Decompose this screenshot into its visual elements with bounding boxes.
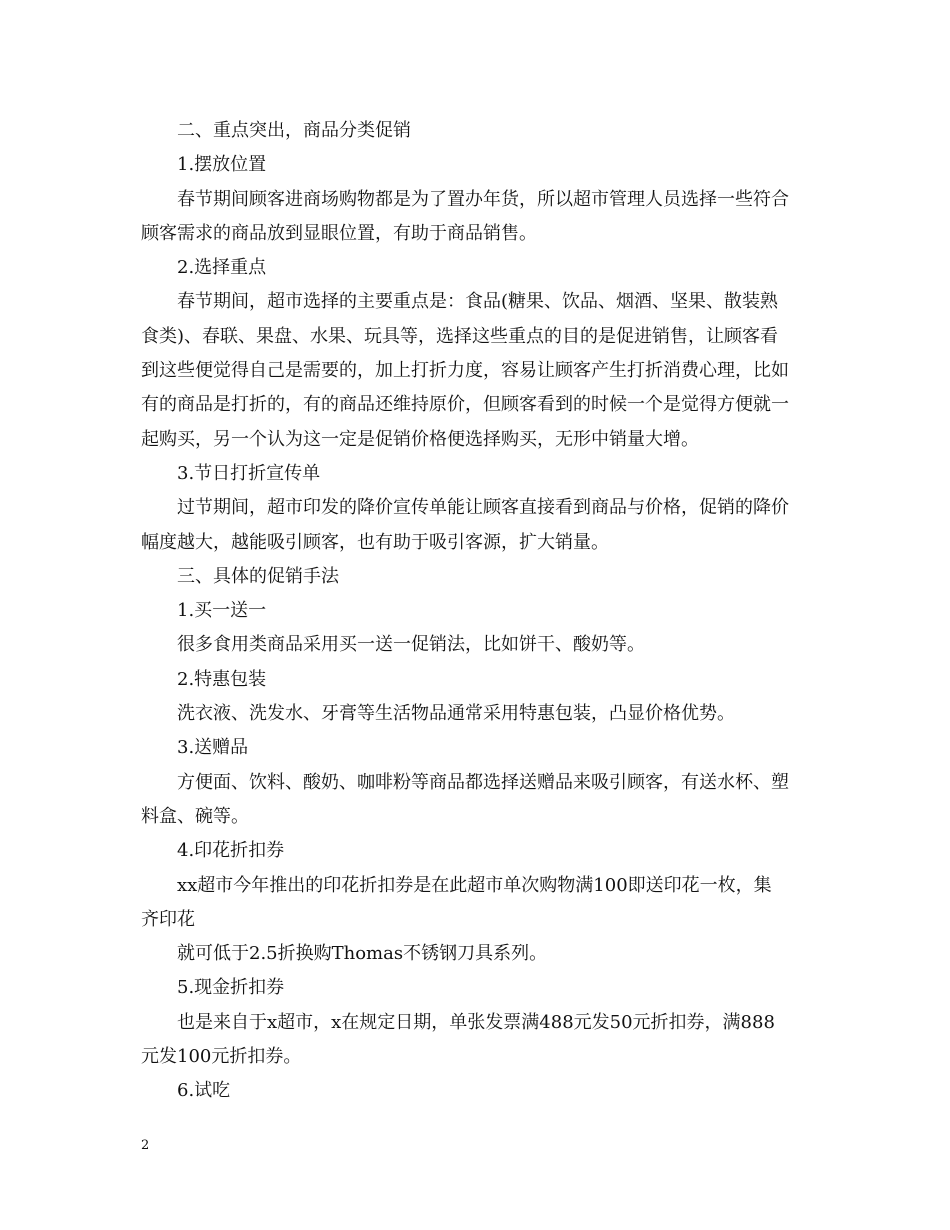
paragraph-line: 也是来自于x超市，x在规定日期，单张发票满488元发50元折扣券，满888 bbox=[177, 1011, 775, 1033]
paragraph-line: 幅度越大，越能吸引顾客，也有助于吸引客源，扩大销量。 bbox=[141, 531, 609, 553]
subheading-stamp-coupon: 4.印花折扣券 bbox=[177, 840, 285, 862]
subheading-focus: 2.选择重点 bbox=[177, 257, 267, 279]
paragraph-line: 春节期间，超市选择的主要重点是：食品(糖果、饮品、烟酒、坚果、散装熟 bbox=[177, 291, 779, 313]
paragraph-line: 很多食用类商品采用买一送一促销法，比如饼干、酸奶等。 bbox=[177, 634, 645, 656]
paragraph-line: 洗衣液、洗发水、牙膏等生活物品通常采用特惠包装，凸显价格优势。 bbox=[177, 703, 735, 725]
subheading-gifts: 3.送赠品 bbox=[177, 737, 249, 759]
paragraph-line: 顾客需求的商品放到显眼位置，有助于商品销售。 bbox=[141, 222, 537, 244]
page-number: 2 bbox=[141, 1138, 150, 1153]
document-body bbox=[141, 114, 813, 1109]
subheading-special-package: 2.特惠包装 bbox=[177, 668, 267, 690]
section-heading-3: 三、具体的促销手法 bbox=[177, 565, 339, 587]
subheading-tasting: 6.试吃 bbox=[177, 1080, 231, 1102]
paragraph-line: 有的商品是打折的，有的商品还维持原价，但顾客看到的时候一个是觉得方便就一 bbox=[141, 394, 789, 416]
paragraph-line: 到这些便觉得自己是需要的，加上打折力度，容易让顾客产生打折消费心理，比如 bbox=[141, 360, 789, 382]
section-heading-2: 二、重点突出，商品分类促销 bbox=[177, 120, 411, 141]
subheading-flyer: 3.节日打折宣传单 bbox=[177, 462, 321, 484]
subheading-placement: 1.摆放位置 bbox=[177, 154, 267, 176]
paragraph-line: 起购买，另一个认为这一定是促销价格便选择购买，无形中销量大增。 bbox=[141, 428, 699, 450]
paragraph-line: 元发100元折扣券。 bbox=[141, 1046, 302, 1068]
subheading-buy-one-get-one: 1.买一送一 bbox=[177, 600, 267, 622]
paragraph-line: 过节期间，超市印发的降价宣传单能让顾客直接看到商品与价格，促销的降价 bbox=[177, 497, 789, 519]
subheading-cash-coupon: 5.现金折扣券 bbox=[177, 977, 285, 999]
paragraph-line: 就可低于2.5折换购Thomas不锈钢刀具系列。 bbox=[177, 943, 548, 965]
paragraph-line: 春节期间顾客进商场购物都是为了置办年货，所以超市管理人员选择一些符合 bbox=[177, 188, 789, 210]
paragraph-line: 方便面、饮料、酸奶、咖啡粉等商品都选择送赠品来吸引顾客，有送水杯、塑 bbox=[177, 771, 789, 793]
paragraph-line: xx超市今年推出的印花折扣券是在此超市单次购物满100即送印花一枚，集 bbox=[177, 874, 772, 896]
paragraph-line: 料盒、碗等。 bbox=[141, 805, 249, 827]
paragraph-line: 齐印花 bbox=[141, 908, 195, 930]
paragraph-line: 食类)、春联、果盘、水果、玩具等，选择这些重点的目的是促进销售，让顾客看 bbox=[141, 325, 779, 347]
